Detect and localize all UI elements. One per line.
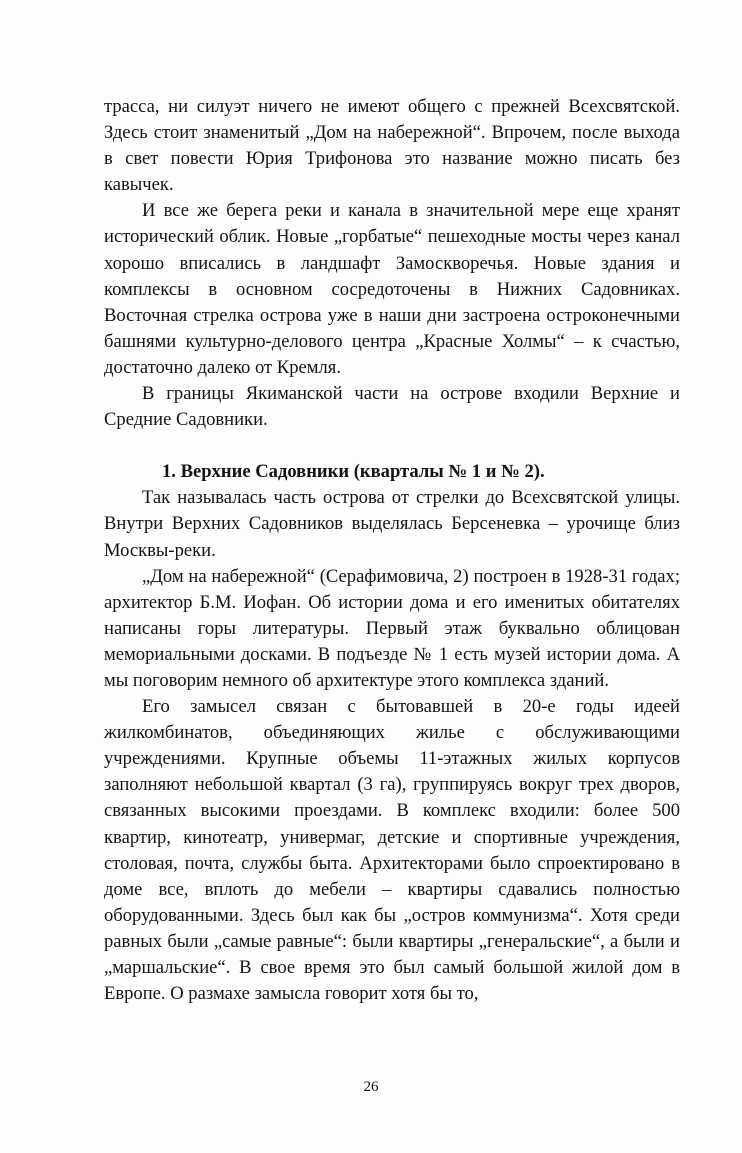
paragraph-zhilkombinat: Его замысел связан с бытовавшей в 20-е годы идеей жилкомбинатов, объединяющих жилье с обслуживающими учреждениями. Крупные объемы 11-этажных жилых корпусов заполняют небольшой квартал (3 га), группируясь вокруг трех дворов, связанных высокими проездами. В комплекс входили: более 500 квартир, кинотеатр, универмаг, детские и спортивные учреждения, столовая, почта, службы быта. Архитекторами было спроектировано в доме все, вплоть до мебели – квартиры сдавались полностью оборудованными. Здесь был как бы „остров коммунизма“. Хотя среди равных были „самые равные“: были квартиры „генеральские“, а были и „маршальские“. В свое время это был самый большой жилой дом в Европе. О размахе замысла говорит хотя бы то, xyxy=(104,696,680,1005)
page-number: 26 xyxy=(363,1079,379,1095)
paragraph-continuation: трасса, ни силуэт ничего не имеют общего с прежней Всехсвятской. Здесь стоит знаменитый „Дом на набережной“. Впрочем, после выхода в свет повести Юрия Трифонова это название можно писать без кавычек. xyxy=(104,96,680,196)
paragraph-house-on-embankment: „Дом на набережной“ (Серафимовича, 2) построен в 1928-31 годах; архитектор Б.М. Иофан. Об истории дома и его именитых обитателях написаны горы литературы. Первый этаж буквально облицован мемориальными досками. В подъезде № 1 есть музей истории дома. А мы поговорим немного об архитектуре этого комплекса зданий. xyxy=(104,565,680,691)
paragraph-river-banks: И все же берега реки и канала в значительной мере еще хранят исторический облик. Новые „горбатые“ пешеходные мосты через канал хорошо вписались в ландшафт Замоскворечья. Новые здания и комплексы в основном сосредоточены в Нижних Садовниках. Восточная стрелка острова уже в наши дни застроена остроконечными башнями культурно-делового центра „Красные Холмы“ – к счастью, достаточно далеко от Кремля. xyxy=(104,200,680,378)
section-heading: 1. Верхние Садовники (кварталы № 1 и № 2). xyxy=(162,461,545,483)
paragraph-upper-sadovniki: Так называлась часть острова от стрелки до Всехсвятской улицы. Внутри Верхних Садовников выделялась Берсеневка – урочище близ Москвы-реки. xyxy=(104,487,680,561)
page-body xyxy=(104,94,680,1007)
paragraph-yakimanka-borders: В границы Якиманской части на острове входили Верхние и Средние Садовники. xyxy=(104,383,680,431)
